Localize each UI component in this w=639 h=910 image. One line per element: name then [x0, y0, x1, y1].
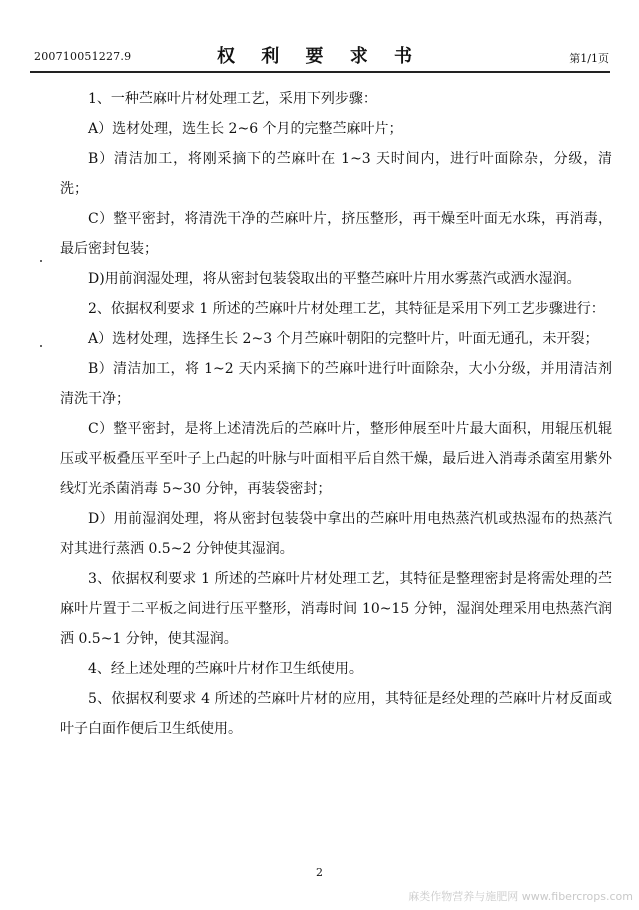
header-rule [30, 71, 610, 73]
scan-speck [40, 345, 42, 347]
page-number: 2 [316, 866, 323, 879]
claim-3: 3、依据权利要求 1 所述的苎麻叶片材处理工艺，其特征是整理密封是将需处理的苎麻叶片置于二平板之间进行压平整形，消毒时间 10~15 分钟，湿润处理采用电热蒸汽润洒 0.5~1 分钟，使其湿润。 [60, 571, 612, 647]
page-header [0, 42, 639, 66]
claim-1-step-d: D)用前润湿处理，将从密封包装袋取出的平整苎麻叶片用水雾蒸汽或洒水湿润。 [88, 271, 581, 287]
claim-1-step-b: B）清洁加工，将刚采摘下的苎麻叶在 1~3 天时间内，进行叶面除杂，分级，清洗； [60, 151, 612, 197]
claim-2-step-c: C）整平密封，是将上述清洗后的苎麻叶片，整形伸展至叶片最大面积，用辊压机辊压或平板叠压平至叶子上凸起的叶脉与叶面相平后自然干燥，最后进入消毒杀菌室用紫外线灯光杀菌消毒 5~30 分钟，再装袋密封； [60, 421, 612, 497]
claim-2-step-b: B）清洁加工，将 1~2 天内采摘下的苎麻叶进行叶面除杂，大小分级，并用清洁剂清洗干净； [60, 361, 612, 407]
claim-2-step-a: A）选材处理，选择生长 2~3 个月苎麻叶朝阳的完整叶片，叶面无通孔，未开裂； [88, 331, 599, 347]
claim-2-step-d: D）用前湿润处理，将从密封包装袋中拿出的苎麻叶用电热蒸汽机或热湿布的热蒸汽对其进行蒸洒 0.5~2 分钟使其湿润。 [60, 511, 612, 557]
claim-1-step-a: A）选材处理，选生长 2~6 个月的完整苎麻叶片； [88, 121, 403, 137]
claim-1-step-c: C）整平密封，将清洗干净的苎麻叶片，挤压整形，再干燥至叶面无水珠，再消毒，最后密封包装； [60, 211, 612, 257]
claims-body [60, 84, 620, 744]
claim-2-intro: 2、依据权利要求 1 所述的苎麻叶片材处理工艺，其特征是采用下列工艺步骤进行： [88, 301, 605, 317]
site-watermark: 麻类作物营养与施肥网 www.fibercrops.com [408, 890, 633, 903]
scan-speck [40, 260, 42, 262]
claim-1-intro: 1、一种苎麻叶片材处理工艺，采用下列步骤： [88, 91, 377, 107]
claim-5: 5、依据权利要求 4 所述的苎麻叶片材的应用，其特征是经处理的苎麻叶片材反面或叶子白面作便后卫生纸使用。 [60, 691, 612, 737]
claim-4: 4、经上述处理的苎麻叶片材作卫生纸使用。 [88, 661, 363, 677]
page-indicator: 第1/1页 [569, 52, 609, 65]
document-title: 权 利 要 求 书 [216, 46, 423, 67]
application-number: 200710051227.9 [34, 50, 132, 63]
